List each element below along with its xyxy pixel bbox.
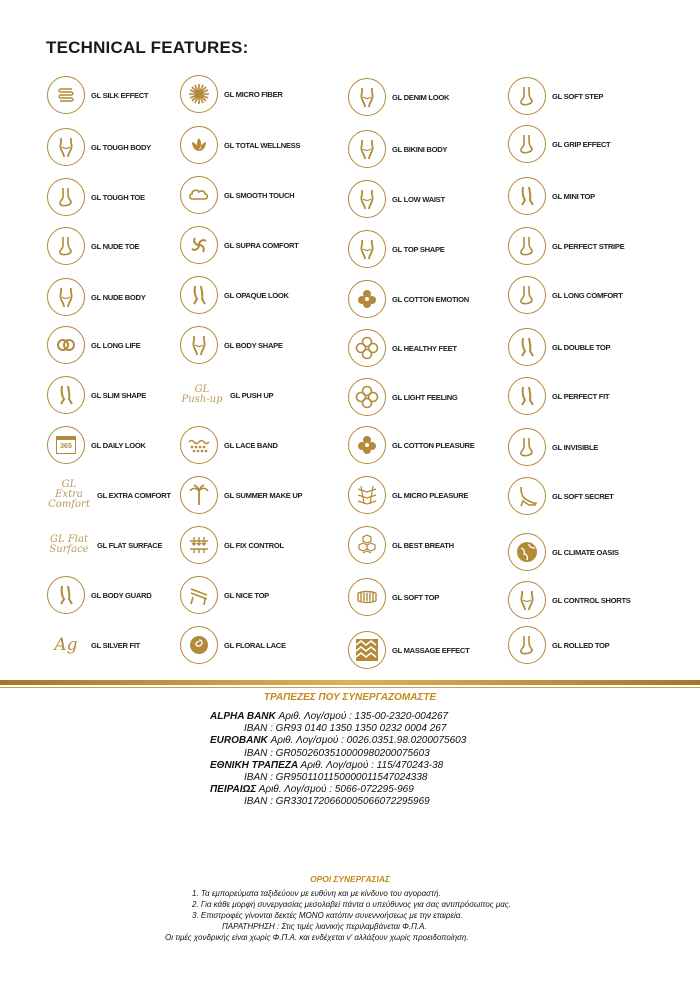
- feature-label: GL CONTROL SHORTS: [552, 595, 631, 605]
- feature-item: [47, 75, 148, 115]
- feature-item: [180, 575, 269, 615]
- body-figure-icon: [348, 180, 386, 218]
- feature-item: [180, 125, 300, 165]
- divider-band: [0, 680, 700, 685]
- term-line: 2. Για κάθε μορφή συνεργασίας μεσολαβεί πάντα ο υπεύθυνος για σας αντιπρόσωπος μας.: [192, 900, 511, 909]
- feature-label: GL MICRO FIBER: [224, 89, 283, 99]
- bank-account: IBAN : GR93 0140 1350 1350 0232 0004 267: [244, 723, 447, 735]
- term-line: 1. Τα εμπορεύματα ταξιδεύουν με ευθύνη και με κίνδυνο του αγοραστή.: [192, 889, 441, 898]
- bank-account: Αριθ. Λογ/σμού : 135-00-2320-004267: [278, 711, 449, 722]
- feature-item: [180, 475, 302, 515]
- feature-label: GL EXTRA COMFORT: [97, 490, 171, 500]
- ribbed-band-icon: [348, 578, 386, 616]
- globe-icon: [508, 533, 546, 571]
- sunburst-icon: [180, 75, 218, 113]
- feature-item: [508, 226, 624, 266]
- feature-item: [180, 625, 286, 665]
- feature-item: [348, 630, 469, 670]
- feature-label: GL SOFT TOP: [392, 592, 440, 602]
- legs-icon: [508, 328, 546, 366]
- bank-row: [244, 772, 428, 783]
- feature-item: [508, 427, 598, 467]
- foot-icon: [508, 626, 546, 664]
- spring-coil-icon: [47, 76, 85, 114]
- feature-item: [508, 625, 609, 665]
- feature-label: GL MICRO PLEASURE: [392, 490, 469, 500]
- feature-label: GL DAILY LOOK: [91, 440, 146, 450]
- calendar-365-icon: 365: [47, 426, 85, 464]
- feature-label: GL NUDE TOE: [91, 241, 140, 251]
- feature-label: GL BEST BREATH: [392, 540, 454, 550]
- feature-label: GL FLORAL LACE: [224, 640, 286, 650]
- feature-item: [47, 177, 145, 217]
- feature-item: [348, 229, 445, 269]
- feature-item: [508, 580, 631, 620]
- feature-label: GL CLIMATE OASIS: [552, 547, 619, 557]
- feature-label: GL COTTON EMOTION: [392, 294, 469, 304]
- feature-label: GL FIX CONTROL: [224, 540, 284, 550]
- feature-label: GL BODY GUARD: [91, 590, 152, 600]
- feature-item: [508, 176, 595, 216]
- zigzag-icon: [348, 631, 386, 669]
- feature-label: GL LONG COMFORT: [552, 290, 623, 300]
- feature-item: [508, 275, 622, 315]
- swirl-icon: [180, 226, 218, 264]
- body-figure-icon: [348, 130, 386, 168]
- legs-icon: [47, 576, 85, 614]
- terms-title: ΟΡΟΙ ΣΥΝΕΡΓΑΣΙΑΣ: [310, 874, 390, 884]
- feature-label: GL SUPRA COMFORT: [224, 240, 299, 250]
- feature-item: [508, 376, 609, 416]
- feature-label: GL INVISIBLE: [552, 442, 599, 452]
- term-line: Οι τιμές χονδρικής είναι χωρίς Φ.Π.Α. και ενδέχεται ν' αλλάξουν χωρίς προειδοποίηση.: [165, 933, 469, 942]
- flower-icon: [348, 378, 386, 416]
- feature-item: [47, 375, 146, 415]
- feature-label: GL NICE TOP: [224, 590, 269, 600]
- feature-item: [47, 625, 140, 665]
- body-figure-icon: [348, 230, 386, 268]
- legs-icon: [508, 177, 546, 215]
- feature-label: GL SMOOTH TOUCH: [224, 190, 295, 200]
- feature-item: [508, 476, 613, 516]
- foot-icon: [508, 125, 546, 163]
- feature-label: GL PERFECT STRIPE: [552, 241, 625, 251]
- feature-item: [180, 525, 284, 565]
- feature-label: GL SILVER FIT: [91, 640, 140, 650]
- feature-label: GL PERFECT FIT: [552, 391, 610, 401]
- feature-label: GL TOP SHAPE: [392, 244, 445, 254]
- feature-label: GL DENIM LOOK: [392, 92, 450, 102]
- feature-item: [348, 425, 475, 465]
- bank-name: ΕΘΝΙΚΗ ΤΡΑΠΕΖΑ: [210, 759, 299, 771]
- mesh-icon: [348, 476, 386, 514]
- term-line: 3. Επιστροφές γίνονται δεκτές ΜΟΝΟ κατόπιν συνεννοήσεως με την εταιρεία.: [192, 911, 463, 920]
- feature-label: GL TOUGH TOE: [91, 192, 145, 202]
- foot-icon: [47, 227, 85, 265]
- feature-item: [47, 127, 151, 167]
- lotus-icon: [180, 126, 218, 164]
- feature-item: [348, 279, 469, 319]
- push-up-script-icon: GL Push-up: [181, 384, 223, 405]
- body-figure-icon: [348, 78, 386, 116]
- feature-item: [348, 77, 449, 117]
- feature-item: [47, 475, 171, 515]
- rings-icon: [47, 326, 85, 364]
- feature-label: GL BODY SHAPE: [224, 340, 283, 350]
- foot-icon: [508, 428, 546, 466]
- feature-label: GL GRIP EFFECT: [552, 139, 611, 149]
- bank-row: [244, 723, 446, 734]
- feature-item: [47, 325, 140, 365]
- feature-label: GL TOTAL WELLNESS: [224, 140, 301, 150]
- legs-icon: [180, 276, 218, 314]
- bank-row: [210, 784, 414, 795]
- body-figure-icon: [180, 326, 218, 364]
- feature-label: GL SUMMER MAKE UP: [224, 490, 303, 500]
- cloud-icon: [180, 176, 218, 214]
- bank-account: IBAN : GR3301720660005066072295969: [244, 796, 430, 808]
- bank-row: [244, 796, 430, 807]
- feature-label: GL BIKINI BODY: [392, 144, 448, 154]
- foot-icon: [47, 178, 85, 216]
- bank-name: ΠΕΙΡΑΙΩΣ: [210, 784, 257, 796]
- feature-label: GL PUSH UP: [230, 390, 274, 400]
- page-title: TECHNICAL FEATURES:: [46, 38, 249, 57]
- feature-item: [348, 525, 454, 565]
- feature-label: GL DOUBLE TOP: [552, 342, 611, 352]
- feature-item: [508, 76, 603, 116]
- cotton-flower-icon: [348, 426, 386, 464]
- feature-item: [508, 532, 619, 572]
- feature-label: GL LACE BAND: [224, 440, 278, 450]
- bank-account: Αριθ. Λογ/σμού : 0026.0351.98.0200075603: [270, 735, 467, 747]
- feature-item: [180, 225, 299, 265]
- body-figure-icon: [47, 128, 85, 166]
- arrows-icon: [180, 526, 218, 564]
- bank-row: [210, 735, 466, 746]
- feature-item: [508, 327, 610, 367]
- bank-account: Αριθ. Λογ/σμού : 5066-072295-969: [258, 784, 414, 796]
- feature-label: GL NUDE BODY: [91, 292, 146, 302]
- feature-label: GL SLIM SHAPE: [91, 390, 147, 400]
- foot-icon: [508, 276, 546, 314]
- feature-item: [348, 377, 458, 417]
- feature-item: [47, 525, 162, 565]
- feature-item: [180, 325, 283, 365]
- divider-line: [0, 687, 700, 688]
- feature-item: [180, 175, 294, 215]
- feature-item: [348, 475, 468, 515]
- feature-item: [180, 275, 289, 315]
- feature-label: GL SOFT STEP: [552, 91, 604, 101]
- banks-title: ΤΡΑΠΕΖΕΣ ΠΟΥ ΣΥΝΕΡΓΑΖΟΜΑΣΤΕ: [263, 692, 437, 703]
- flat-surface-script-icon: GL Flat Surface: [49, 534, 89, 555]
- legs-icon: [508, 377, 546, 415]
- bank-row: [210, 760, 443, 771]
- feature-item: [348, 577, 439, 617]
- feature-label: GL LOW WAIST: [392, 194, 445, 204]
- cotton-flower-icon: [348, 280, 386, 318]
- feature-label: GL SOFT SECRET: [552, 491, 614, 501]
- feature-item: [180, 74, 283, 114]
- feature-label: GL ROLLED TOP: [552, 640, 610, 650]
- feature-label: GL OPAQUE LOOK: [224, 290, 289, 300]
- bank-row: [210, 711, 448, 722]
- foot-icon: [508, 77, 546, 115]
- bank-name: EUROBANK: [210, 735, 268, 747]
- palm-tree-icon: [180, 476, 218, 514]
- feature-item: [508, 124, 610, 164]
- silver-ag-icon: Ag: [54, 635, 78, 655]
- feature-item: [348, 179, 445, 219]
- bank-account: IBAN : GR0502603510000980200075603: [244, 747, 430, 759]
- feature-item: [348, 328, 457, 368]
- bank-row: [244, 748, 430, 759]
- feature-item: [47, 575, 151, 615]
- rose-icon: [180, 626, 218, 664]
- feature-label: GL HEALTHY FEET: [392, 343, 457, 353]
- flower-icon: [348, 329, 386, 367]
- feature-item: [47, 277, 145, 317]
- feature-label: GL LONG LIFE: [91, 340, 141, 350]
- bank-account: Αριθ. Λογ/σμού : 115/470243-38: [300, 759, 444, 771]
- term-line: ΠΑΡΑΤΗΡΗΣΗ : Στις τιμές λιανικής περιλαμβάνεται Φ.Π.Α.: [222, 922, 427, 931]
- extra-comfort-script-icon: GL Extra Comfort: [48, 479, 90, 510]
- feature-item: [180, 425, 278, 465]
- hexagon-mesh-icon: [348, 526, 386, 564]
- feature-label: GL COTTON PLEASURE: [392, 440, 475, 450]
- feature-item: [47, 226, 139, 266]
- bank-name: ALPHA BANK: [210, 711, 276, 722]
- foot-icon: [508, 227, 546, 265]
- body-figure-icon: [508, 581, 546, 619]
- high-heel-icon: [508, 477, 546, 515]
- body-figure-icon: [47, 278, 85, 316]
- lace-band-icon: [180, 426, 218, 464]
- feature-label: GL MINI TOP: [552, 191, 595, 201]
- legs-icon: [47, 376, 85, 414]
- feature-item: [47, 425, 146, 465]
- bank-account: IBAN : GR9501101150000011547024338: [244, 772, 428, 783]
- stocking-top-icon: [180, 576, 218, 614]
- feature-item: [180, 375, 273, 415]
- feature-label: GL SILK EFFECT: [91, 90, 149, 100]
- feature-label: GL MASSAGE EFFECT: [392, 645, 470, 655]
- feature-label: GL FLAT SURFACE: [97, 540, 163, 550]
- feature-label: GL TOUGH BODY: [91, 142, 151, 152]
- feature-label: GL LIGHT FEELING: [392, 392, 458, 402]
- feature-item: [348, 129, 447, 169]
